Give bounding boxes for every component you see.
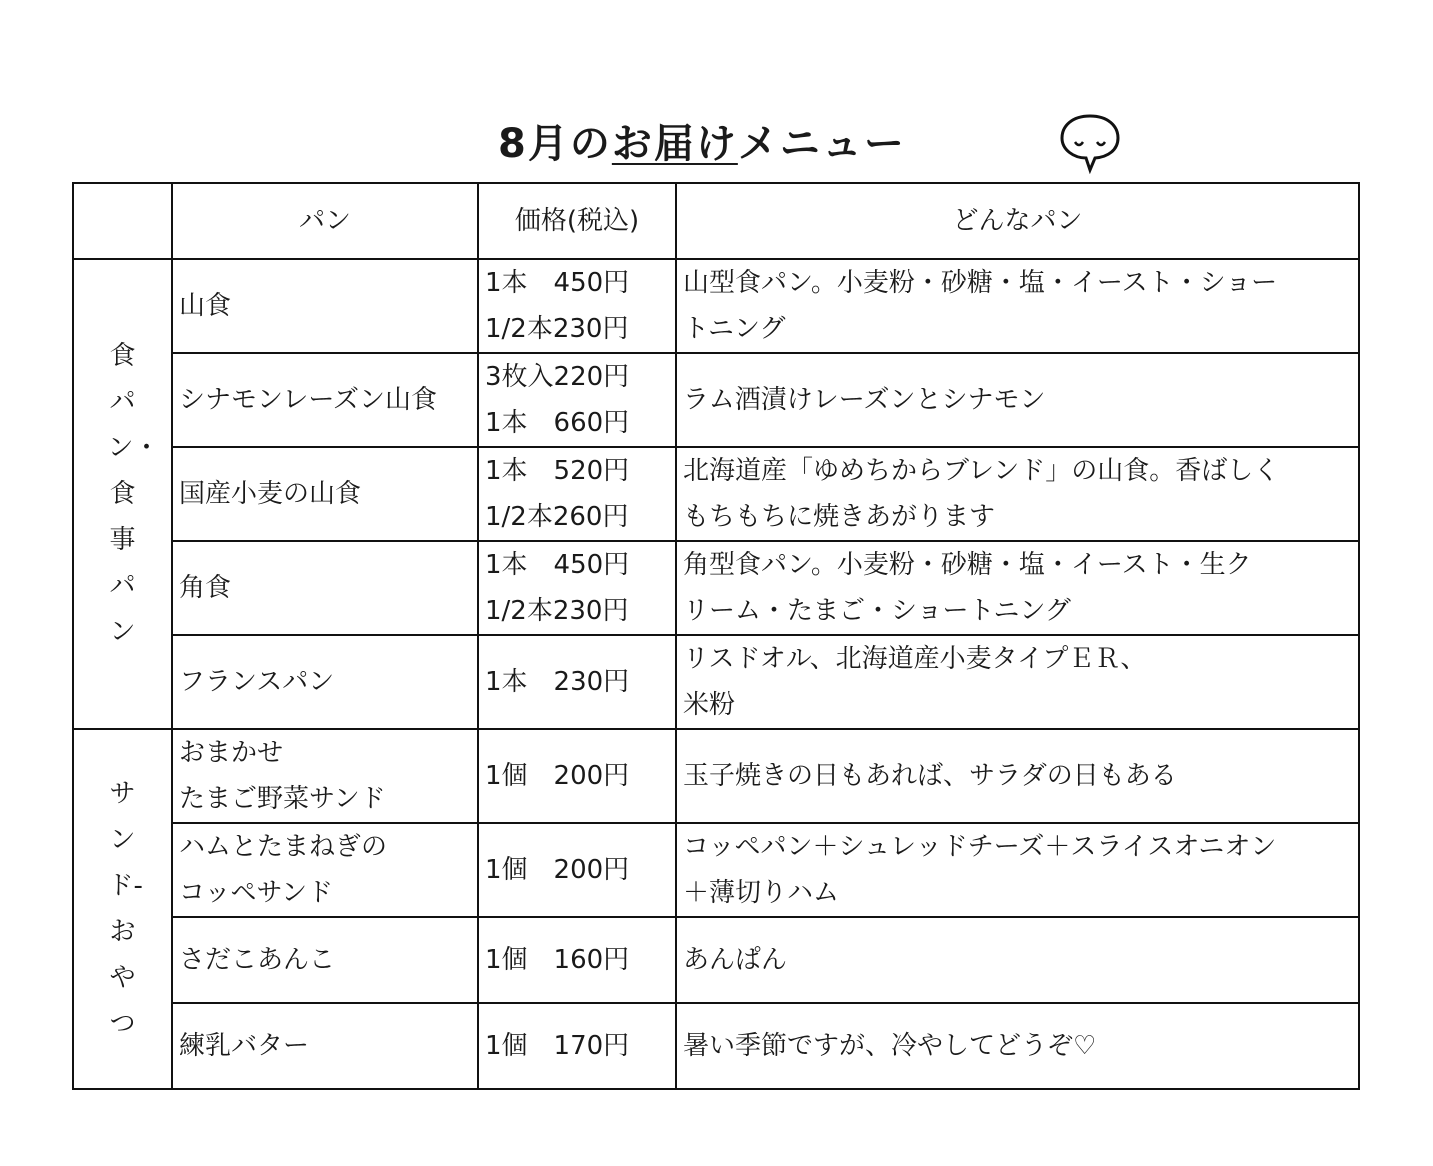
header-bread: パン	[172, 183, 478, 259]
description-cell: あんぱん	[676, 917, 1359, 1003]
category-label: 食パン・食事パン	[107, 341, 160, 647]
description-cell: コッペパン＋シュレッドチーズ＋スライスオニオン ＋薄切りハム	[676, 823, 1359, 917]
price-cell: 1個 200円	[478, 729, 676, 823]
table-row	[73, 353, 1359, 447]
description-cell: ラム酒漬けレーズンとシナモン	[676, 353, 1359, 447]
price-cell: 1本 450円 1/2本230円	[478, 541, 676, 635]
bread-name: 山食	[172, 259, 478, 353]
price-cell: 1個 170円	[478, 1003, 676, 1089]
table-row	[73, 447, 1359, 541]
table-row	[73, 729, 1359, 823]
description-cell: 玉子焼きの日もあれば、サラダの日もある	[676, 729, 1359, 823]
menu-table	[72, 182, 1360, 1090]
table-row	[73, 1003, 1359, 1089]
header-category	[73, 183, 172, 259]
speech-bubble-icon	[1058, 112, 1122, 174]
bread-name: 角食	[172, 541, 478, 635]
bread-name: おまかせ たまご野菜サンド	[172, 729, 478, 823]
price-cell: 1本 230円	[478, 635, 676, 729]
bread-name: 練乳バター	[172, 1003, 478, 1089]
price-cell: 3枚入220円 1本 660円	[478, 353, 676, 447]
table-row	[73, 259, 1359, 353]
description-cell: 角型食パン。小麦粉・砂糖・塩・イースト・生ク リーム・たまご・ショートニング	[676, 541, 1359, 635]
category-label: サンド-おやつ	[107, 779, 143, 1039]
price-cell: 1個 200円	[478, 823, 676, 917]
bread-name: 国産小麦の山食	[172, 447, 478, 541]
title-suffix: メニュー	[737, 121, 906, 167]
table-row	[73, 541, 1359, 635]
page-title	[498, 112, 906, 172]
description-cell: 北海道産「ゆめちからブレンド」の山食。香ばしく もちもちに焼きあがります	[676, 447, 1359, 541]
description-cell: リスドオル、北海道産小麦タイプＥＲ、 米粉	[676, 635, 1359, 729]
header-price: 価格(税込)	[478, 183, 676, 259]
category-cell	[73, 259, 172, 729]
bread-name: さだこあんこ	[172, 917, 478, 1003]
price-cell: 1本 450円 1/2本230円	[478, 259, 676, 353]
price-cell: 1個 160円	[478, 917, 676, 1003]
table-row	[73, 635, 1359, 729]
bread-name: ハムとたまねぎの コッペサンド	[172, 823, 478, 917]
table-row	[73, 823, 1359, 917]
title-underlined: お届け	[611, 121, 738, 167]
price-cell: 1本 520円 1/2本260円	[478, 447, 676, 541]
title-prefix: 8月の	[498, 121, 612, 167]
bread-name: フランスパン	[172, 635, 478, 729]
category-cell	[73, 729, 172, 1089]
table-header-row	[73, 183, 1359, 259]
description-cell: 暑い季節ですが、冷やしてどうぞ♡	[676, 1003, 1359, 1089]
table-row	[73, 917, 1359, 1003]
description-cell: 山型食パン。小麦粉・砂糖・塩・イースト・ショー トニング	[676, 259, 1359, 353]
bread-name: シナモンレーズン山食	[172, 353, 478, 447]
header-description: どんなパン	[676, 183, 1359, 259]
